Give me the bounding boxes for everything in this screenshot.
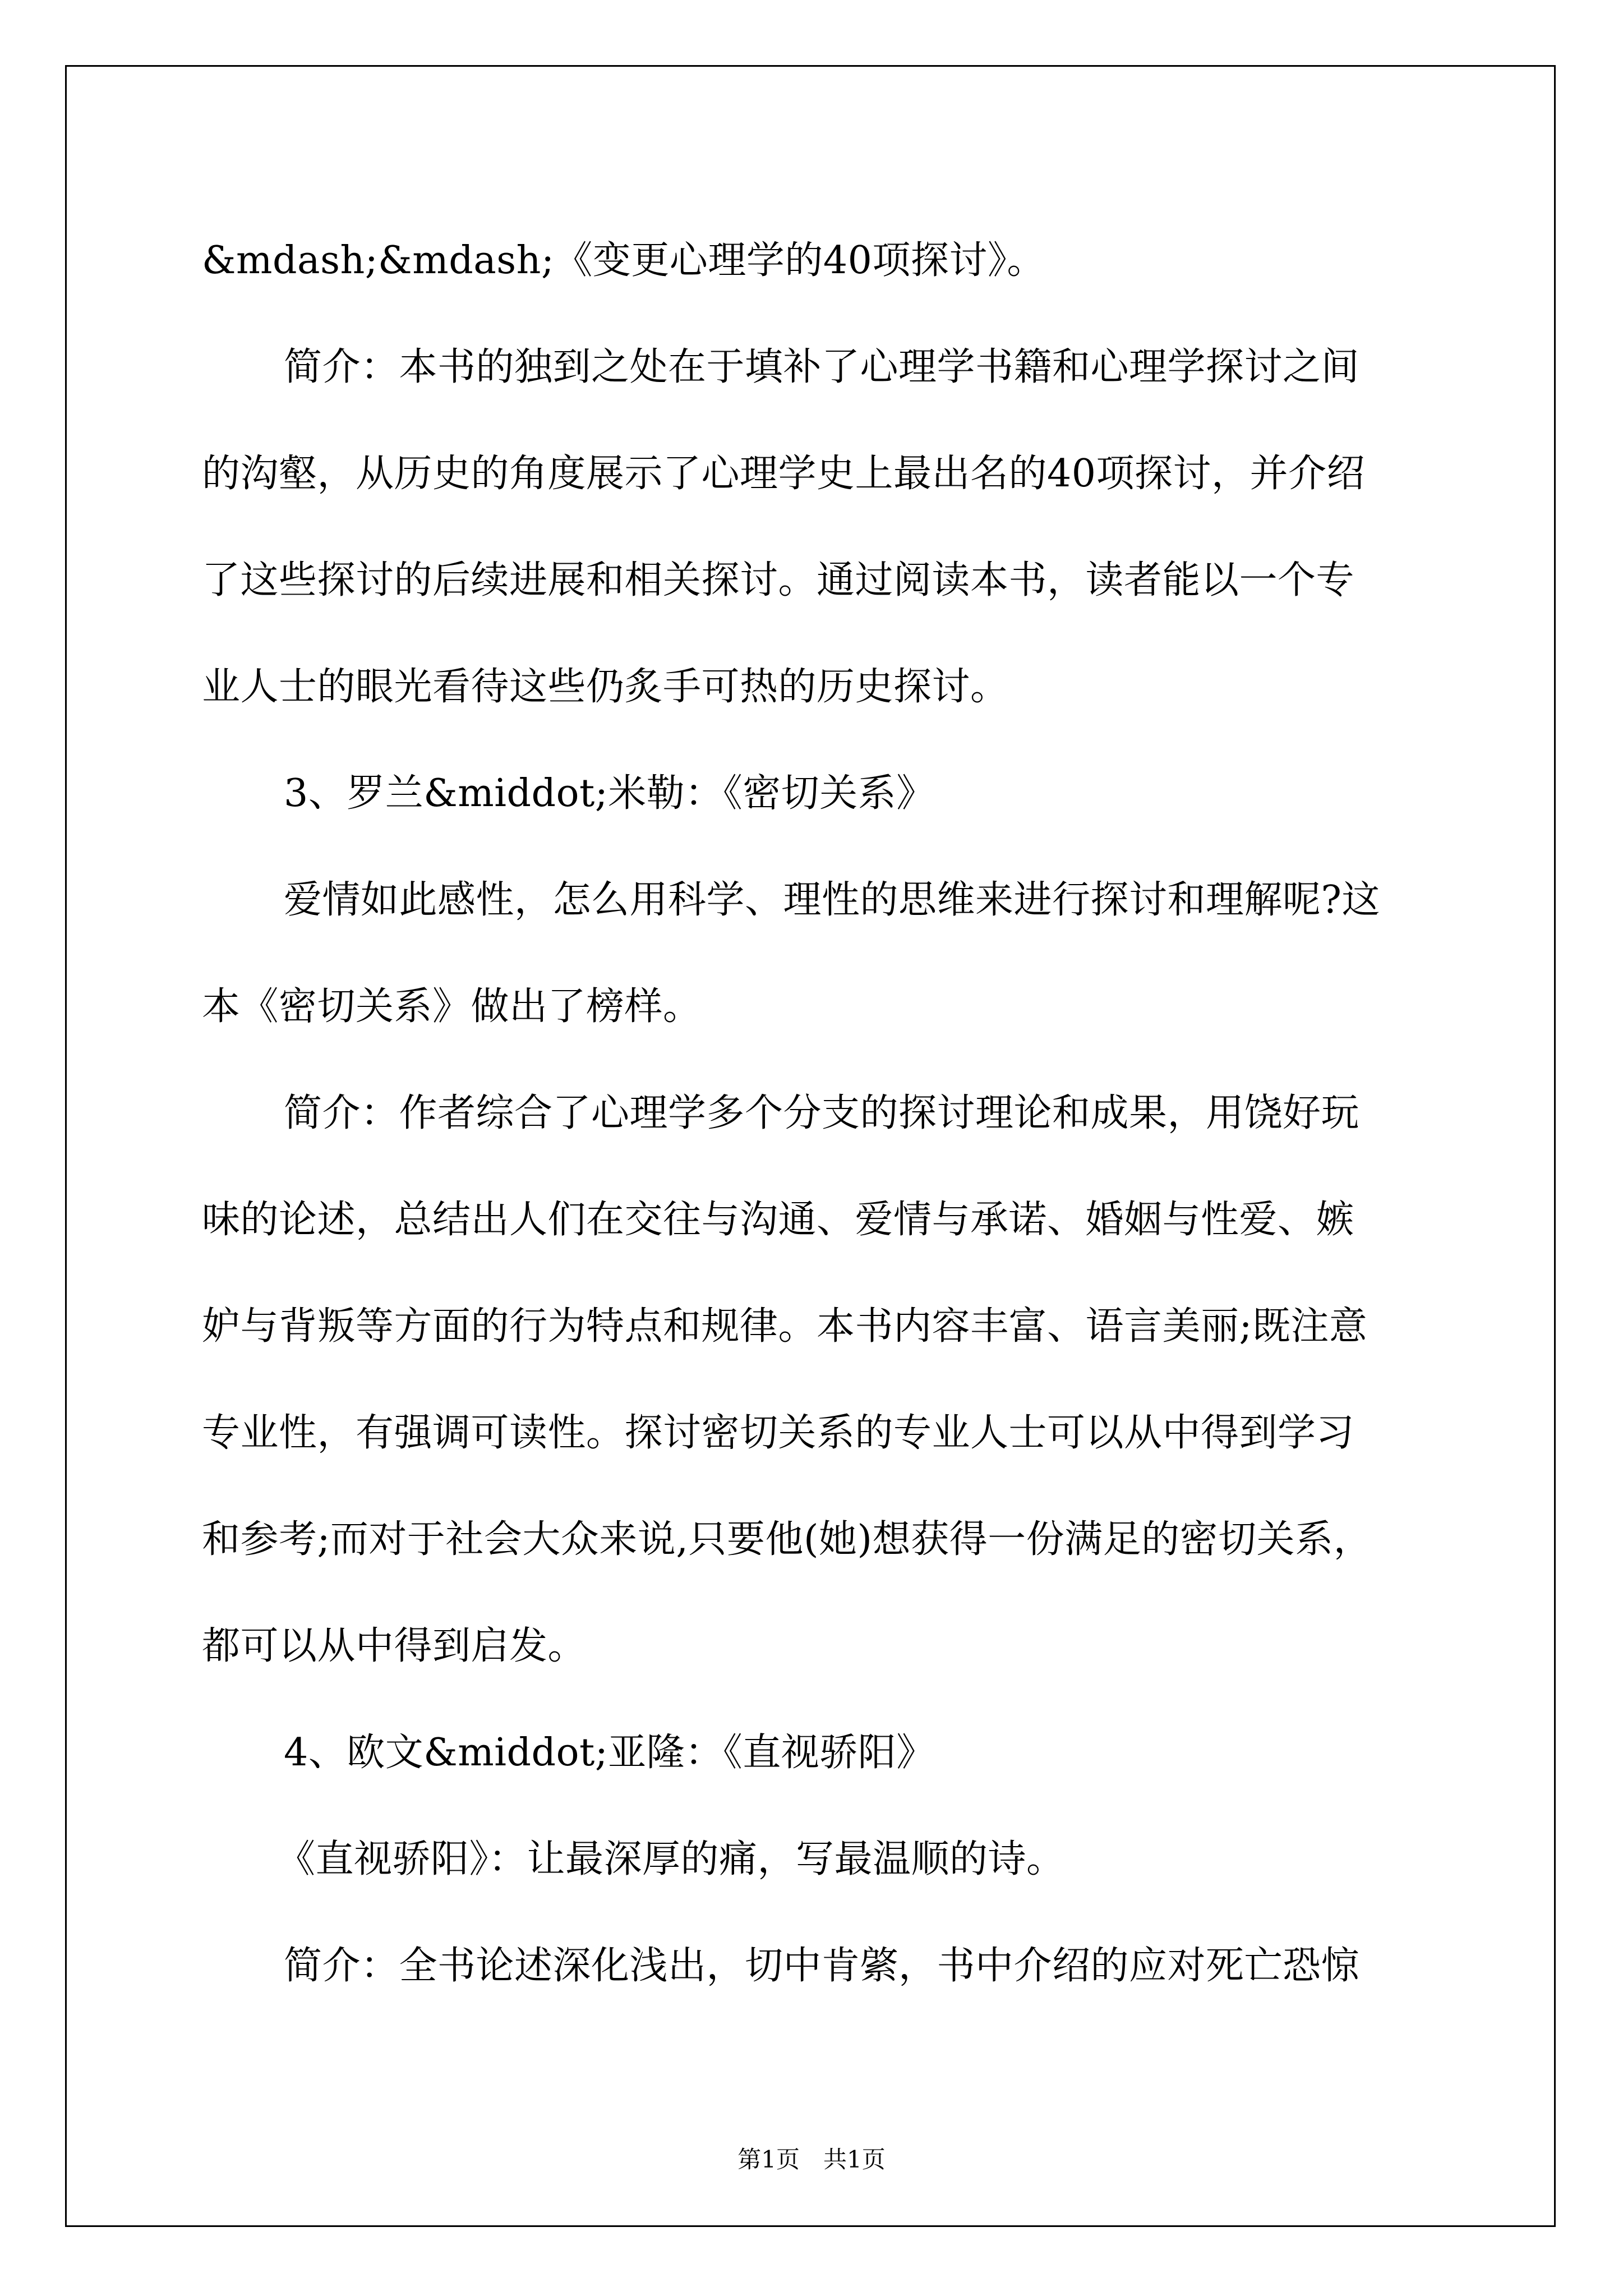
text-line: 本《密切关系》做出了榜样。 (202, 984, 702, 1029)
text-line: 和参考;而对于社会大众来说,只要他(她)想获得一份满足的密切关系， (202, 1517, 1372, 1562)
section-heading: 4、欧文&middot;亚隆：《直视骄阳》 (284, 1731, 935, 1775)
text-line: 的沟壑，从历史的角度展示了心理学史上最出名的40项探讨，并介绍 (202, 452, 1366, 496)
text-line: 《直视骄阳》：让最深厚的痛，写最温顺的诗。 (277, 1837, 1065, 1881)
text-line: 简介：作者综合了心理学多个分支的探讨理论和成果，用饶好玩 (284, 1091, 1360, 1135)
page-number: 第1页 共1页 (737, 2146, 886, 2173)
text-line: 了这些探讨的后续进展和相关探讨。通过阅读本书，读者能以一个专 (202, 558, 1355, 602)
text-line: 都可以从中得到启发。 (202, 1624, 587, 1668)
text-line: 专业性，有强调可读性。探讨密切关系的专业人士可以从中得到学习 (202, 1411, 1355, 1455)
text-line: &mdash;&mdash;《变更心理学的40项探讨》。 (202, 238, 1045, 283)
text-line: 味的论述，总结出人们在交往与沟通、爱情与承诺、婚姻与性爱、嫉 (202, 1198, 1355, 1242)
section-heading: 3、罗兰&middot;米勒：《密切关系》 (284, 771, 935, 816)
text-line: 简介：全书论述深化浅出，切中肯綮，书中介绍的应对死亡恐惊 (284, 1944, 1360, 1988)
document-body (202, 208, 1436, 2019)
text-line: 简介：本书的独到之处在于填补了心理学书籍和心理学探讨之间 (284, 345, 1360, 389)
text-line: 爱情如此感性，怎么用科学、理性的思维来进行探讨和理解呢?这 (284, 878, 1380, 922)
text-line: 业人士的眼光看待这些仍炙手可热的历史探讨。 (202, 665, 1009, 709)
text-line: 妒与背叛等方面的行为特点和规律。本书内容丰富、语言美丽;既注意 (202, 1304, 1368, 1349)
text-block (202, 208, 1436, 2019)
